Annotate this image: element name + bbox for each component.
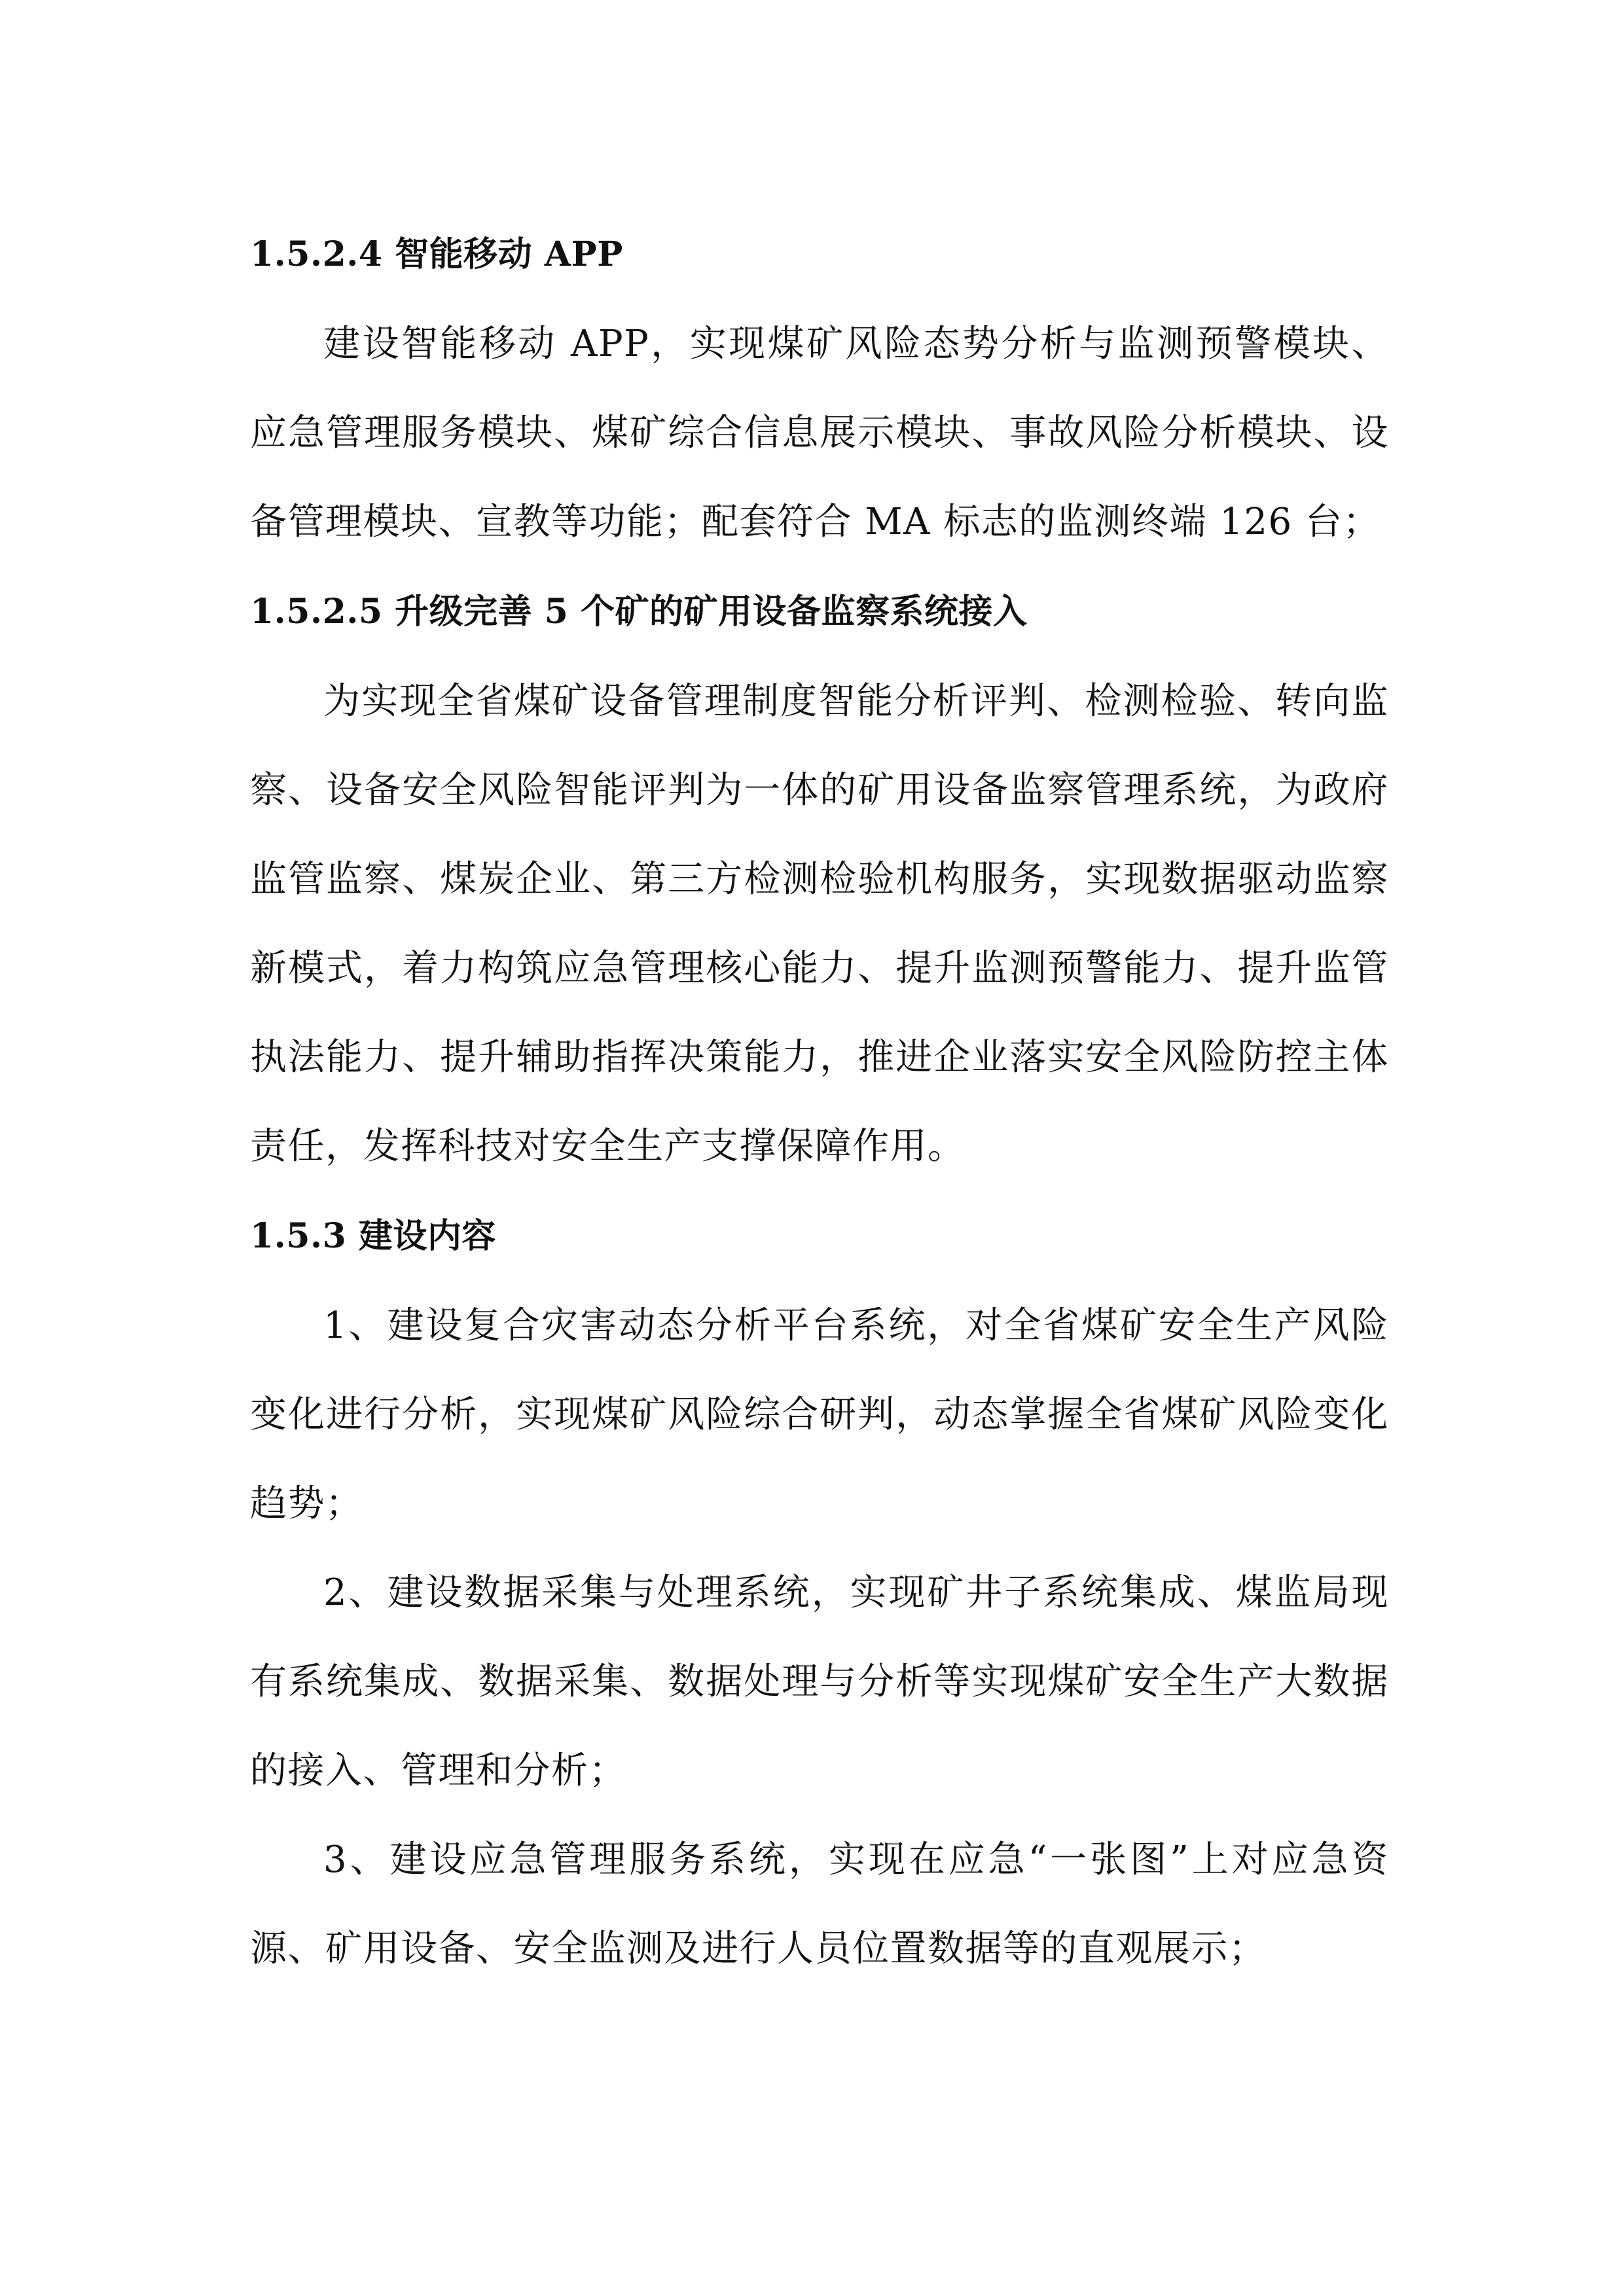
document-page xyxy=(250,209,1389,1994)
section-paragraph-1-5-2-5: 为实现全省煤矿设备管理制度智能分析评判、检测检验、转向监察、设备安全风险智能评判为一体的矿用设备监察管理系统，为政府监管监察、煤炭企业、第三方检测检验机构服务，实现数据驱动监察新模式，着力构筑应急管理核心能力、提升监测预警能力、提升监管执法能力、提升辅助指挥决策能力，推进企业落实安全风险防控主体责任，发挥科技对安全生产支撑保障作用。 xyxy=(250,680,1389,1168)
section-heading-1-5-2-4: 1.5.2.4 智能移动 APP xyxy=(250,234,623,274)
list-item-2: 2、建设数据采集与处理系统，实现矿井子系统集成、煤监局现有系统集成、数据采集、数据处理与分析等实现煤矿安全生产大数据的接入、管理和分析； xyxy=(250,1571,1389,1792)
list-item-1: 1、建设复合灾害动态分析平台系统，对全省煤矿安全生产风险变化进行分析，实现煤矿风险综合研判，动态掌握全省煤矿风险变化趋势； xyxy=(250,1304,1389,1525)
section-heading-1-5-3: 1.5.3 建设内容 xyxy=(250,1216,496,1256)
section-paragraph-1-5-2-4: 建设智能移动 APP，实现煤矿风险态势分析与监测预警模块、应急管理服务模块、煤矿综合信息展示模块、事故风险分析模块、设备管理模块、宣教等功能；配套符合 MA 标志的监测终端 126 台； xyxy=(250,323,1389,543)
list-item-3: 3、建设应急管理服务系统，实现在应急“一张图”上对应急资源、矿用设备、安全监测及进行人员位置数据等的直观展示； xyxy=(250,1839,1389,1970)
section-heading-1-5-2-5: 1.5.2.5 升级完善 5 个矿的矿用设备监察系统接入 xyxy=(250,592,1028,632)
